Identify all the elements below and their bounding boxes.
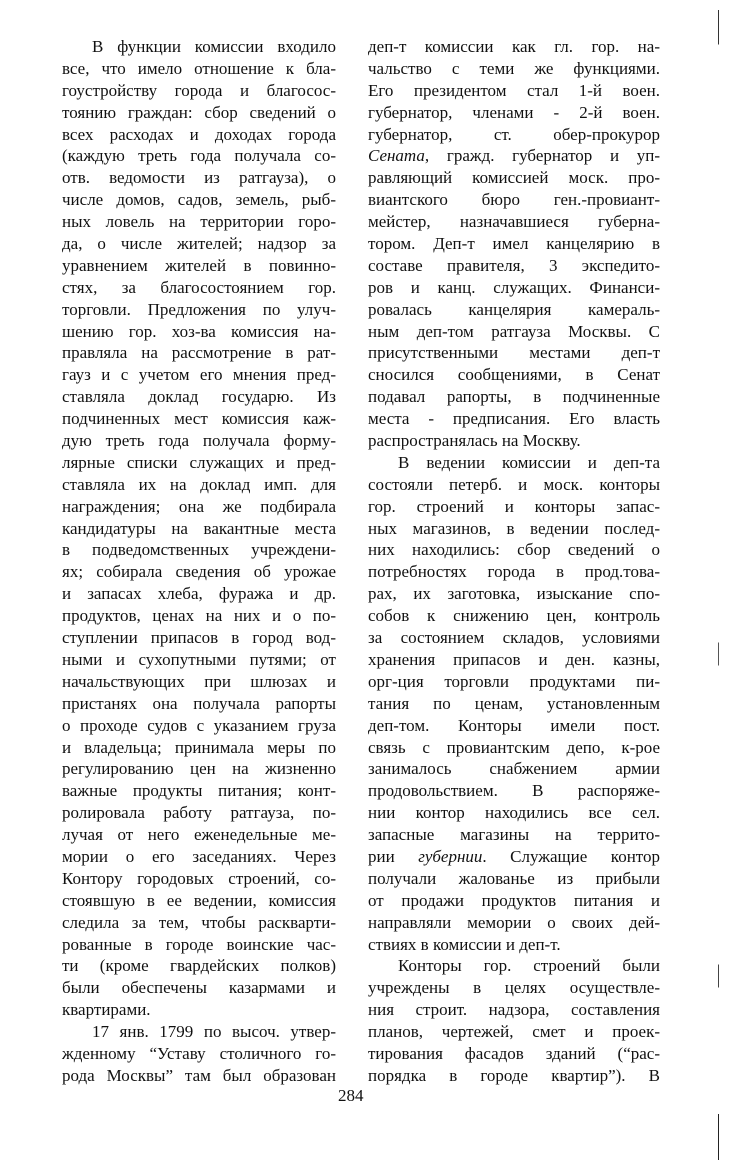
text-line: лучая от него еженедельные ме- <box>62 825 336 845</box>
text-line: сносился сообщениями, в Сенат <box>368 365 660 385</box>
text-line: нии контор находились все сел. <box>368 803 660 823</box>
text-line: начальствующих при шлюзах и <box>62 671 336 691</box>
text-line: ными и сухопутными путями; от <box>62 649 336 669</box>
page-number: 284 <box>338 1086 364 1105</box>
text-line: запасные магазины на террито- <box>368 825 660 845</box>
paragraph <box>62 36 336 1021</box>
text-line: потребностях города в прод.това- <box>368 562 660 582</box>
text-line: регулированию цен на жизненно <box>62 759 336 779</box>
paragraph <box>368 955 660 1086</box>
text-line: связь с провиантским депо, к-рое <box>368 737 660 757</box>
text-line: числе домов, садов, земель, рыб- <box>62 190 336 210</box>
text-line: пристанях она получала рапорты <box>62 693 336 713</box>
text-line: губернатор, членами - 2-й воен. <box>368 102 660 122</box>
text-line: дую треть года получала форму- <box>62 431 336 451</box>
text-line: занималось снабжением армии <box>368 759 660 779</box>
text-line: получали жалованье из прибыли <box>368 868 660 888</box>
text-line: и владельца; принимала меры по <box>62 737 336 757</box>
text-line: продовольствием. В распоряже- <box>368 781 660 801</box>
text-line: рованные в городе воинские час- <box>62 934 336 954</box>
text-line: уравнением жителей в повинно- <box>62 255 336 275</box>
text-segment: , гражд. губернатор и уп- <box>424 146 660 166</box>
text-line: жденному “Уставу столичного го- <box>62 1043 336 1063</box>
text-line: рода Москвы” там был образован <box>62 1065 336 1085</box>
text-line: ставляла их на доклад имп. для <box>62 474 336 494</box>
paragraph <box>62 1021 336 1087</box>
text-line: деп-том. Конторы имели пост. <box>368 715 660 735</box>
text-line: учреждены в целях осуществле- <box>368 978 660 998</box>
text-line: следила за тем, чтобы раскварти- <box>62 912 336 932</box>
text-line: места - предписания. Его власть <box>368 409 660 429</box>
text-line: в подведомственных учреждени- <box>62 540 336 560</box>
text-line: да, о числе жителей; надзор за <box>62 234 336 254</box>
text-line: распространялась на Москву. <box>368 431 581 451</box>
text-line: ных ловель на территории горо- <box>62 212 336 232</box>
text-column-right <box>368 36 660 1087</box>
text-line: собов к снижению цен, контроль <box>368 606 660 626</box>
text-line: планов, чертежей, смет и проек- <box>368 1022 660 1042</box>
text-line: Конторы гор. строений были <box>398 956 660 976</box>
text-line: 17 янв. 1799 по высоч. утвер- <box>92 1022 336 1042</box>
text-line: подчиненных мест комиссия каж- <box>62 409 336 429</box>
text-line: кандидатуры на вакантные места <box>62 518 336 538</box>
text-line: квартирами. <box>62 1000 151 1020</box>
text-line: тания по ценам, установленным <box>368 693 660 713</box>
text-line: рах, их заготовка, изыскание спо- <box>368 584 660 604</box>
text-line: тором. Деп-т имел канцелярию в <box>368 234 660 254</box>
text-line: шению гор. хоз-ва комиссия на- <box>62 321 336 341</box>
text-line: всех расходах и доходах города <box>62 124 336 144</box>
text-line: награждения; она же подбирала <box>62 496 336 516</box>
text-line <box>368 846 660 868</box>
text-line: тоянию граждан: сбор сведений о <box>62 102 336 122</box>
text-line: правляла на рассмотрение в рат- <box>62 343 336 363</box>
text-line: торговли. Предложения по улуч- <box>62 299 336 319</box>
text-line: мейстер, назначавшиеся губерна- <box>368 212 660 232</box>
text-line: ти (кроме гвардейских полков) <box>62 956 336 976</box>
text-line: чальство с теми же функциями. <box>368 58 660 78</box>
text-line: все, что имело отношение к бла- <box>62 58 336 78</box>
text-line: были обеспечены казармами и <box>62 978 336 998</box>
text-line: Его президентом стал 1-й воен. <box>368 80 660 100</box>
text-line: тирования фасадов зданий (“рас- <box>368 1043 660 1063</box>
text-line: лярные списки служащих и пред- <box>62 452 336 472</box>
text-line: ния строит. надзора, составления <box>368 1000 660 1020</box>
text-segment: . Служащие контор <box>482 846 660 866</box>
text-line: ным деп-том ратгауза Москвы. С <box>368 321 660 341</box>
text-line: гор. строений и конторы запас- <box>368 496 660 516</box>
text-line <box>368 145 660 167</box>
text-line: губернатор, ст. обер-прокурор <box>368 124 660 144</box>
text-line: и запасах хлеба, фуража и др. <box>62 584 336 604</box>
scan-edge-line <box>718 10 719 1160</box>
text-line: направляли мемории о своих дей- <box>368 912 660 932</box>
text-line: состояли петерб. и моск. конторы <box>368 474 660 494</box>
text-line: равляющий комиссией моск. про- <box>368 168 660 188</box>
text-line: отв. ведомости из ратгауза), о <box>62 168 336 188</box>
text-line: подавал рапорты, в подчиненные <box>368 387 660 407</box>
paragraph <box>368 452 660 955</box>
text-line: гауз и с учетом его мнения пред- <box>62 365 336 385</box>
text-line: (каждую треть года получала со- <box>62 146 336 166</box>
text-line: В функции комиссии входило <box>92 37 336 56</box>
text-line: виантского бюро ген.-провиант- <box>368 190 660 210</box>
text-segment: рии <box>368 846 419 866</box>
italic-term: губернии <box>418 846 483 866</box>
text-line: ствиях в комиссии и деп-т. <box>368 934 561 954</box>
text-line: о проходе судов с указанием груза <box>62 715 336 735</box>
text-line: присутственными местами деп-т <box>368 343 660 363</box>
text-line: стях, за благосостоянием гор. <box>62 277 336 297</box>
text-line: Контору городовых строений, со- <box>62 868 336 888</box>
text-line: В ведении комиссии и деп-та <box>398 452 660 472</box>
text-line: ровалась канцелярия камераль- <box>368 299 660 319</box>
text-line: ступлении припасов в город вод- <box>62 628 336 648</box>
text-line: стоявшую в ее ведении, комиссия <box>62 890 336 910</box>
text-line: ров и канц. служащих. Финанси- <box>368 277 660 297</box>
text-line: хранения припасов и ден. казны, <box>368 649 660 669</box>
text-line: от продажи продуктов питания и <box>368 890 660 910</box>
text-line: за состоянием складов, условиями <box>368 628 660 648</box>
text-column-left <box>62 36 336 1087</box>
text-line: них находились: сбор сведений о <box>368 540 660 560</box>
text-line: составе правителя, 3 экспедито- <box>368 255 660 275</box>
text-line: ролировала работу ратгауза, по- <box>62 803 336 823</box>
text-line: мории о его заседаниях. Через <box>62 846 336 866</box>
text-line: важные продукты питания; конт- <box>62 781 336 801</box>
text-line: ных магазинов, в ведении послед- <box>368 518 660 538</box>
text-line: ях; собирала сведения об урожае <box>62 562 336 582</box>
text-line: орг-ция торговли продуктами пи- <box>368 671 660 691</box>
paragraph <box>368 36 660 452</box>
text-line: ставляла доклад государю. Из <box>62 387 336 407</box>
text-line: порядка в городе квартир”). В <box>368 1065 660 1085</box>
text-line: гоустройству города и благосос- <box>62 80 336 100</box>
text-line: продуктов, ценах на них и о по- <box>62 606 336 626</box>
italic-term: Сената <box>368 146 425 166</box>
text-line: деп-т комиссии как гл. гор. на- <box>368 37 660 56</box>
